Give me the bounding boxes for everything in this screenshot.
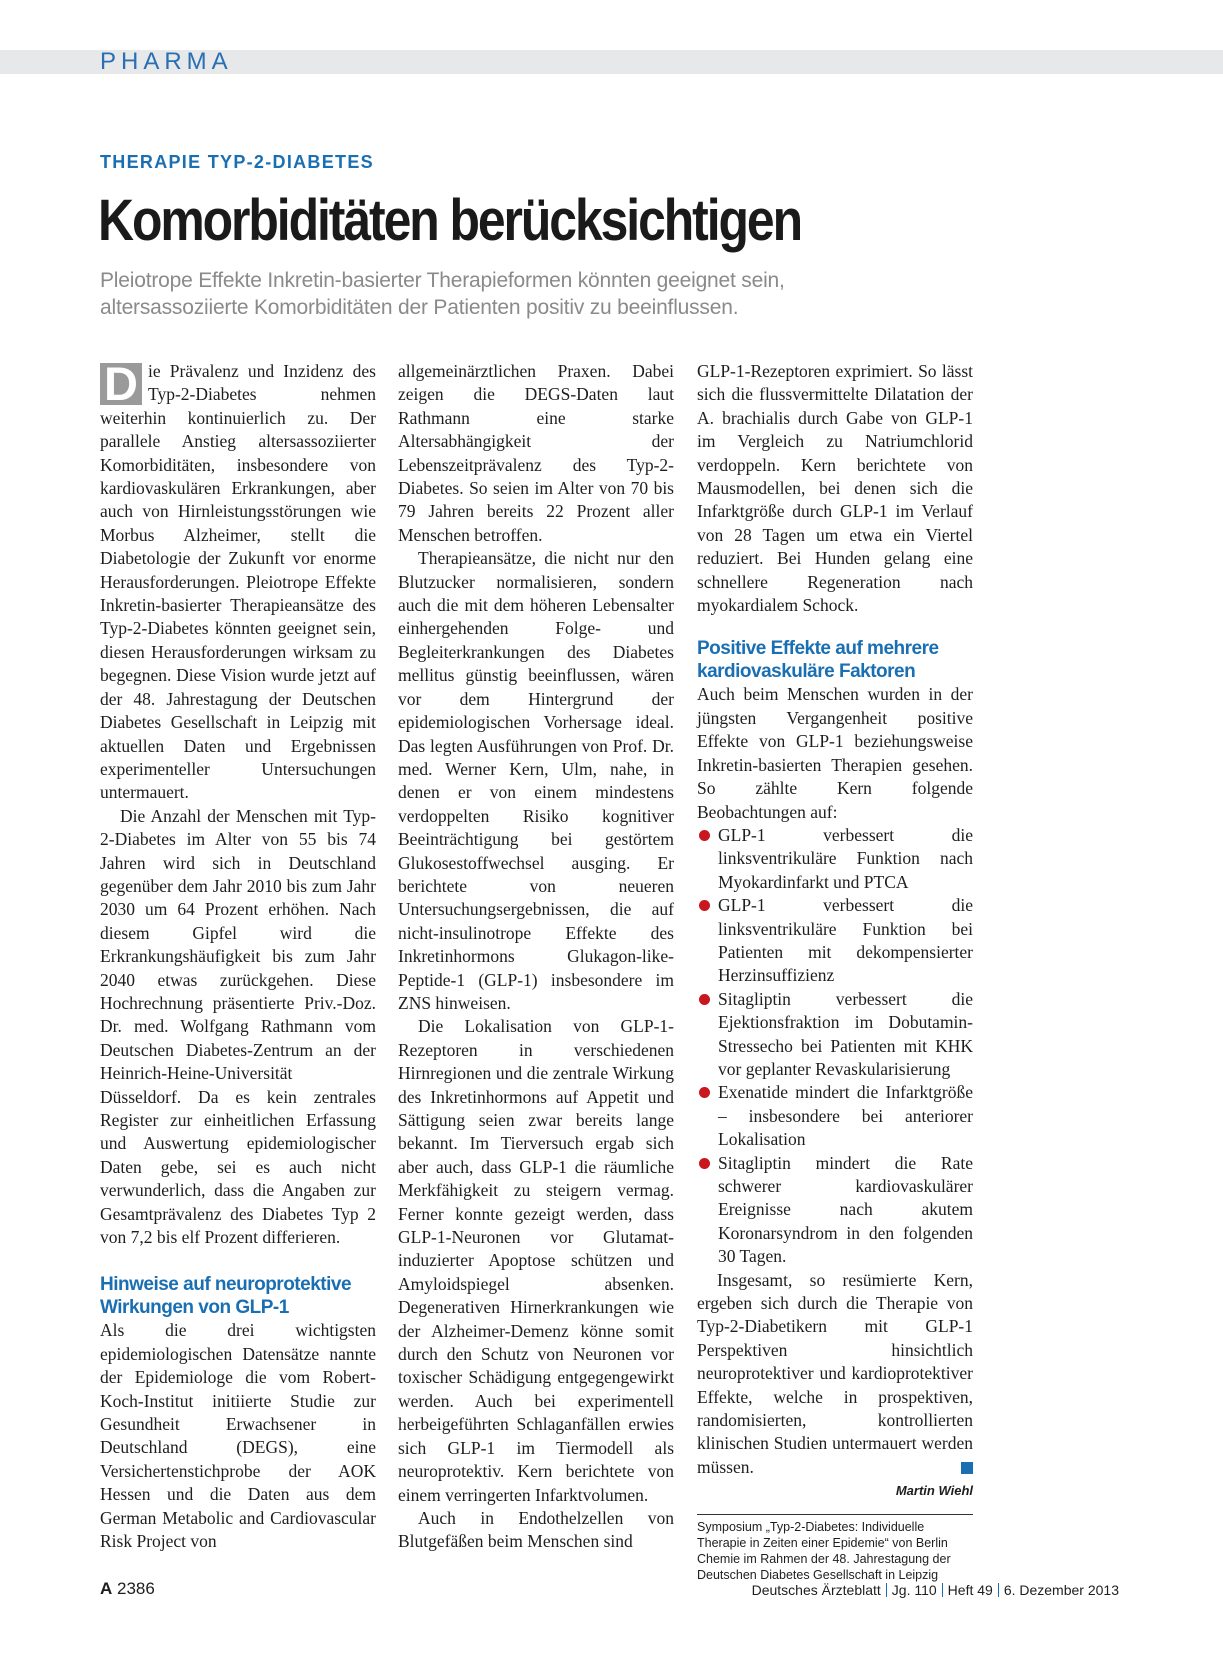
journal-name: Deutsches Ärzteblatt	[751, 1582, 881, 1598]
journal-volume: Jg. 110	[891, 1582, 937, 1598]
footer-separator	[886, 1583, 887, 1597]
journal-issue: Heft 49	[947, 1582, 993, 1598]
observation-list	[697, 824, 973, 1269]
list-item: Sitagliptin verbessert die Ejektionsfraktion im Dobutamin-Stressecho bei Patienten mit KHK vor geplanter Revaskularisierung	[697, 988, 973, 1082]
paragraph: Auch beim Menschen wurden in der jüngsten Vergangenheit positive Effekte von GLP-1 beziehungsweise Inkretin-basierten Therapien gesehen. So zählte Kern folgende Beobachtungen auf:	[697, 684, 973, 822]
article-subtitle	[100, 267, 1000, 321]
paragraph: Die Anzahl der Menschen mit Typ-2-Diabetes im Alter von 55 bis 74 Jahren wird sich in Deutschland gegenüber dem Jahr 2010 bis zum Jahr 2030 um 64 Prozent erhöhen. Nach diesem Gipfel wird die Erkrankungshäufigkeit bis zum Jahr 2040 etwas zurückgehen. Diese Hochrechnung präsentierte Priv.-Doz. Dr. med. Wolfgang Rathmann vom Deutschen Diabetes-Zentrum an der Heinrich-Heine-Universität Düsseldorf. Da es kein zentrales Register zur einheitlichen Erfassung und Auswertung epidemiologischer Daten gebe, sei es auch nicht verwunderlich, dass die Angaben zur Gesamtprävalenz des Diabetes Typ 2 von 7,2 bis elf Prozent differieren.	[100, 805, 376, 1248]
list-item: Exenatide mindert die Infarktgröße – insbesondere bei anteriorer Lokalisation	[697, 1081, 973, 1151]
footer-separator	[998, 1583, 999, 1597]
article-kicker: THERAPIE TYP-2-DIABETES	[100, 152, 374, 172]
text-column-1	[100, 357, 376, 1554]
paragraph-intro	[100, 357, 376, 805]
end-of-article-square-icon	[961, 1462, 973, 1474]
section-label: PHARMA	[100, 48, 233, 75]
subheading-neuroprotective: Hinweise auf neuroprotektive Wirkungen von GLP-1	[100, 1274, 352, 1319]
list-item: GLP-1 verbessert die linksventrikuläre Funktion nach Myokardinfarkt und PTCA	[697, 824, 973, 894]
text-column-2	[398, 360, 674, 1554]
paragraph: GLP-1-Rezeptoren exprimiert. So lässt sich die flussvermittelte Dilatation der A. brachialis durch Gabe von GLP-1 im Vergleich zu Natriumchlorid verdoppeln. Kern berichtete von Mausmodellen, bei denen sich die Infarktgröße durch GLP-1 im Verlauf von 28 Tagen um etwa ein Viertel reduziert. Bei Hunden gelang eine schnellere Regeneration nach myokardialem Schock.	[697, 361, 973, 616]
paragraph: Therapieansätze, die nicht nur den Blutzucker normalisieren, sondern auch die mit dem höheren Lebensalter einhergehenden Folge- und Begleiterkrankungen des Diabetes mellitus günstig beeinflussen, wären vor dem Hintergrund der epidemiologischen Vorhersage ideal. Das legten Ausführungen von Prof. Dr. med. Werner Kern, Ulm, nahe, in denen er von einem mindestens verdoppelten Risiko kognitiver Beeinträchtigung bei gestörtem Glukosestoffwechsel ausging. Er berichtete von neueren Untersuchungsergebnissen, die auf nicht-insulinotrope Effekte des Inkretinhormons Glukagon-like-Peptide-1 (GLP-1) insbesondere im ZNS hinweisen.	[398, 548, 674, 1013]
page-prefix: A	[100, 1579, 113, 1598]
author-byline: Martin Wiehl	[895, 1483, 973, 1499]
journal-date: 6. Dezember 2013	[1003, 1582, 1119, 1598]
text-column-3	[697, 360, 973, 1583]
list-item: Sitagliptin mindert die Rate schwerer kardiovaskulärer Ereignisse nach akutem Koronarsyndrom in den folgenden 30 Tagen.	[697, 1152, 973, 1269]
paragraph: Auch in Endothelzellen von Blutgefäßen beim Menschen sind	[398, 1507, 674, 1552]
subheading-cardiovascular: Positive Effekte auf mehrere kardiovaskuläre Faktoren	[697, 638, 939, 683]
subtitle-line-2: altersassoziierte Komorbiditäten der Patienten positiv zu beeinflussen.	[100, 296, 739, 319]
subtitle-line-1: Pleiotrope Effekte Inkretin-basierter Therapieformen könnten geeignet sein,	[100, 269, 785, 292]
page-folio	[100, 1579, 155, 1599]
section-header-bar	[0, 50, 1223, 74]
footer-separator	[942, 1583, 943, 1597]
page-number: 2386	[117, 1579, 155, 1598]
paragraph: allgemeinärztlichen Praxen. Dabei zeigen die DEGS-Daten laut Rathmann eine starke Altersabhängigkeit der Lebenszeitprävalenz des Typ-2-Diabetes. So seien im Alter von 70 bis 79 Jahren bereits 22 Prozent aller Menschen betroffen.	[398, 361, 674, 545]
paragraph-conclusion: Insgesamt, so resümierte Kern, ergeben sich durch die Therapie von Typ-2-Diabetikern mit GLP-1 Perspektiven hinsichtlich neuroprotektiver und kardioprotektiver Effekte, welche in prospektiven, randomisierten, kontrollierten klinischen Studien untermauert werden müssen.	[697, 1269, 973, 1477]
journal-footer	[752, 1582, 1119, 1598]
footnote-divider	[697, 1514, 973, 1515]
paragraph: Die Lokalisation von GLP-1-Rezeptoren in verschiedenen Hirnregionen und die zentrale Wirkung des Inkretinhormons auf Appetit und Sättigung seien zwar bereits lange bekannt. Im Tierversuch ergab sich aber auch, dass GLP-1 die räumliche Merkfähigkeit zu steigern vermag. Ferner konnte gezeigt werden, dass GLP-1-Neuronen vor Glutamat-induzierter Apoptose schützen und Amyloidspiegel absenken. Degenerativen Hirnerkrankungen wie der Alzheimer-Demenz könne somit durch den Schutz von Neuronen vor toxischer Schädigung entgegengewirkt werden. Auch bei experimentell herbeigeführten Schlaganfällen erwies sich GLP-1 im Tiermodell als neuroprotektiv. Kern berichtete von einem verringerten Infarktvolumen.	[398, 1016, 674, 1505]
symposium-note: Symposium „Typ-2-Diabetes: Individuelle Therapie in Zeiten einer Epidemie“ von Berlin Chemie im Rahmen der 48. Jahrestagung der Deutschen Diabetes Gesellschaft in Leipzig	[697, 1520, 951, 1583]
paragraph-intro-text: ie Prävalenz und Inzidenz des Typ-2-Diabetes nehmen weiterhin kontinuierlich zu. Der parallele Anstieg altersassoziierter Komorbiditäten, insbesondere von kardiovaskulären Erkrankungen, aber auch von Hirnleistungsstörungen wie Morbus Alzheimer, stellt die Diabetologie der Zukunft vor enorme Herausforderungen. Pleiotrope Effekte Inkretin-basierter Therapieansätze des Typ-2-Diabetes könnten geeignet sein, diesen Herausforderungen wirksam zu begegnen. Diese Vision wurde jetzt auf der 48. Jahrestagung der Deutschen Diabetes Gesellschaft in Leipzig mit aktuellen Daten und Ergebnissen experimenteller Untersuchungen untermauert.	[100, 361, 376, 803]
list-item: GLP-1 verbessert die linksventrikuläre Funktion bei Patienten mit dekompensierter Herzinsuffizienz	[697, 894, 973, 988]
article-headline: Komorbiditäten berücksichtigen	[98, 188, 802, 253]
paragraph: Als die drei wichtigsten epidemiologischen Datensätze nannte der Epidemiologe die vom Robert-Koch-Institut initiierte Studie zur Gesundheit Erwachsener in Deutschland (DEGS), eine Versichertenstichprobe der AOK Hessen und die Daten aus dem German Metabolic and Cardiovascular Risk Project von	[100, 1320, 376, 1552]
dropcap-letter: D	[100, 363, 142, 405]
